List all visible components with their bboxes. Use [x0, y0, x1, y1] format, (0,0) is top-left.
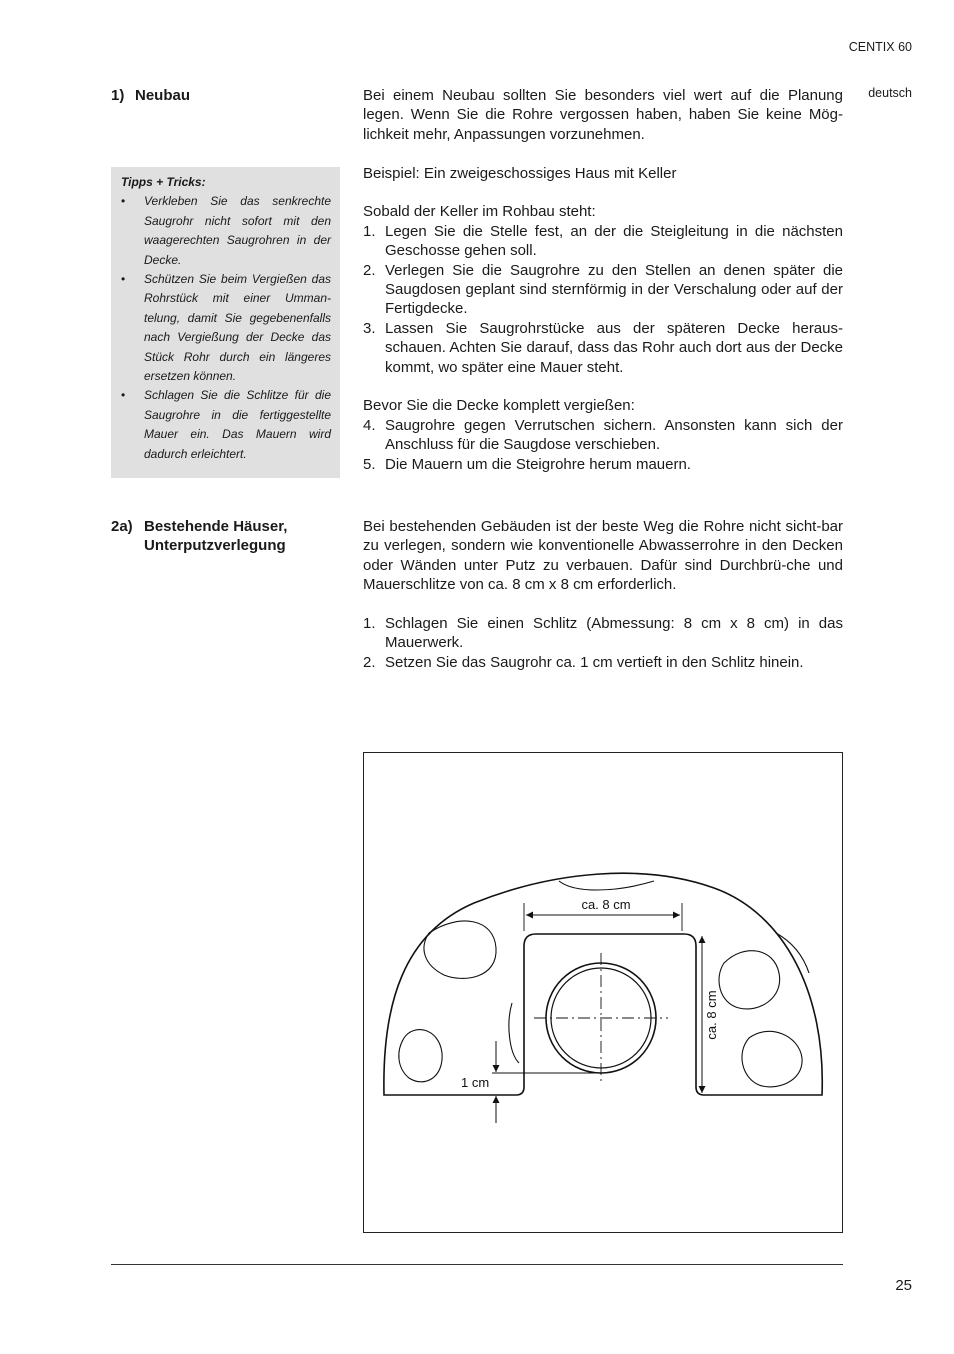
list-item-number: 2. [363, 261, 376, 279]
list-item-text: Setzen Sie das Saugrohr ca. 1 cm vertieft in den Schlitz hinein. [385, 653, 804, 671]
list-item-number: 1. [363, 222, 376, 240]
section-1-heading [111, 86, 190, 105]
section-2a-intro: Bei bestehenden Gebäuden ist der beste Weg die Rohre nicht sicht-bar zu verlegen, sondern wie konventionelle Abwasserrohre in den Decken oder Wänden unter Putz zu verbauen. Dafür sind Durchbrü-che und Mauerschlitze von ca. 8 cm x 8 cm erforderlich. [363, 518, 843, 594]
section-2a-body [363, 517, 843, 692]
list-item [363, 614, 843, 653]
section-1-body [363, 86, 843, 493]
list-item-number: 3. [363, 319, 376, 337]
wall-slot-drawing [364, 753, 842, 1232]
list-item-number: 5. [363, 455, 376, 473]
list-item [363, 416, 843, 455]
section-1-steps-intro-b: Bevor Sie die Decke komplett vergießen: [363, 397, 635, 415]
slot-width-label: ca. 8 cm [581, 897, 631, 912]
tips-title: Tipps + Tricks: [121, 175, 206, 189]
list-item-text: Die Mauern um die Steigrohre herum mauern. [385, 455, 691, 473]
tip-text: Schlagen Sie die Schlitze für die Saugrohre in die fertiggestellte Mauer ein. Das Mauern wird dadurch erleichtert. [144, 388, 331, 461]
tips-box [111, 167, 340, 478]
list-item [121, 386, 331, 464]
section-1-steps-intro-a: Sobald der Keller im Rohbau steht: [363, 203, 596, 221]
bullet-icon: • [121, 272, 126, 287]
list-item-number: 4. [363, 416, 376, 434]
list-item [363, 261, 843, 319]
list-item [121, 192, 331, 270]
section-2a-title-line-2: Unterputzverlegung [144, 537, 286, 555]
tip-text: Verkleben Sie das senkrechte Saugrohr nicht sofort mit den waagerechten Saugrohren in der Decke. [144, 194, 331, 267]
tip-text: Schützen Sie beim Vergießen das Rohrstück mit einer Umman-telung, damit Sie gegebenenfalls nach Vergießung der Decke das Stück Rohr durch ein längeres ersetzen können. [144, 272, 331, 384]
section-2a-number: 2a) [111, 518, 133, 535]
list-item [363, 455, 843, 474]
list-item-text: Legen Sie die Stelle fest, an der die Steigleitung in die nächsten Geschosse gehen soll. [385, 222, 843, 260]
list-item [363, 222, 843, 261]
list-item-text: Saugrohre gegen Verrutschen sichern. Ansonsten kann sich der Anschluss für die Saugdose verschieben. [385, 416, 843, 454]
list-item [363, 319, 843, 377]
list-item-number: 2. [363, 653, 376, 671]
section-2a-title-line-1: Bestehende Häuser, [144, 518, 288, 535]
section-2a-title [144, 517, 287, 556]
wall-slot-diagram [363, 752, 843, 1233]
footer-divider [111, 1264, 843, 1265]
list-item [363, 653, 843, 672]
section-1-example: Beispiel: Ein zweigeschossiges Haus mit Keller [363, 164, 677, 182]
section-1-steps-b [363, 416, 843, 474]
page-number: 25 [895, 1277, 912, 1294]
section-1-steps-a [363, 222, 843, 377]
bullet-icon: • [121, 194, 126, 209]
section-1-intro: Bei einem Neubau sollten Sie besonders viel wert auf die Planung legen. Wenn Sie die Rohre vergossen haben, haben Sie keine Mög-lichkeit mehr, Anpassungen vorzunehmen. [363, 87, 843, 143]
tips-list [121, 192, 331, 464]
section-2a-heading [111, 517, 287, 556]
language-marker: deutsch [868, 86, 912, 100]
list-item-text: Schlagen Sie einen Schlitz (Abmessung: 8 cm x 8 cm) in das Mauerwerk. [385, 615, 843, 652]
list-item-text: Lassen Sie Saugrohrstücke aus der späteren Decke heraus-schauen. Achten Sie darauf, dass das Rohr auch dort aus der Decke kommt, wo später eine Mauer steht. [385, 319, 843, 376]
document-product-header: CENTIX 60 [848, 40, 912, 54]
slot-height-label: ca. 8 cm [704, 990, 719, 1040]
section-2a-steps [363, 614, 843, 672]
list-item [121, 270, 331, 386]
bullet-icon: • [121, 388, 126, 403]
section-1-title: Neubau [135, 87, 191, 104]
slot-depth-label: 1 cm [461, 1075, 490, 1090]
list-item-number: 1. [363, 615, 376, 633]
section-1-number: 1) [111, 87, 125, 104]
list-item-text: Verlegen Sie die Saugrohre zu den Stellen an denen später die Saugdosen geplant sind sternförmig in der Verschalung oder auf der Fertigdecke. [385, 261, 843, 318]
